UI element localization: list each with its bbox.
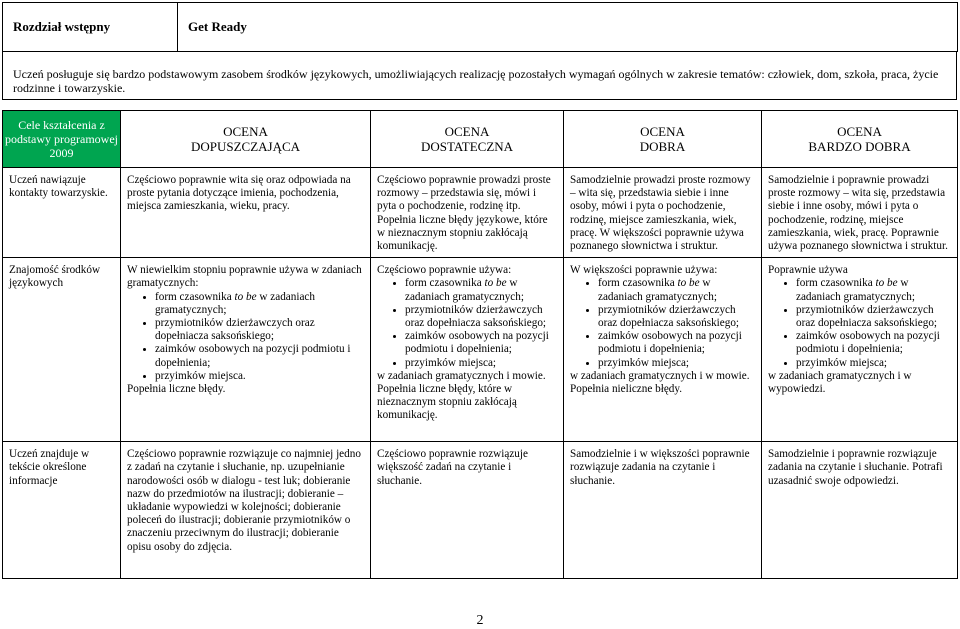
grade-header-dopuszczajaca: OCENA DOPUSZCZAJĄCA (121, 111, 371, 168)
goal-cell: Uczeń nawiązuje kontakty towarzyskie. (3, 168, 121, 258)
list-item: • przyimków miejsca. (155, 370, 365, 383)
list-item: • zaimków osobowych na pozycji podmiotu i dopełnienia; (155, 343, 365, 369)
grading-header-row (3, 111, 958, 168)
list-item: • zaimków osobowych na pozycji podmiotu i dopełnienia; (598, 330, 756, 356)
list-item: • zaimków osobowych na pozycji podmiotu i dopełnienia; (405, 330, 558, 356)
intro-text: Uczeń posługuje się bardzo podstawowym zasobem środków językowych, umożliwiających realizację pozostałych wymagań ogólnych w zakresie tematów: człowiek, dom, szkoła, praca, życie rodzinne i towarzyskie. (3, 52, 957, 100)
goal-cell: Uczeń znajduje w tekście określone informacje (3, 442, 121, 579)
list-item: • zaimków osobowych na pozycji podmiotu i dopełnienia; (796, 330, 952, 356)
page-number: 2 (476, 613, 484, 628)
list-item: • przymiotników dzierżawczych oraz dopełniacza saksońskiego; (405, 304, 558, 330)
list-item: • form czasownika to be w zadaniach gramatycznych; (155, 291, 365, 317)
grade-header-dostateczna: OCENA DOSTATECZNA (371, 111, 564, 168)
criteria-cell: Częściowo poprawnie rozwiązuje co najmniej jedno z zadań na czytanie i słuchanie, np. uzupełnianie narodowości osób w dialogu - test luk; dobieranie nazw do przedmiotów na ilustracji; dobieranie – układanie wypowiedzi w kolejności; dobieranie poleceń do ilustracji; dobieranie przymiotników o znaczeniu przeciwnym do ilustracji; dobieranie opisu osoby do zdjęcia. (121, 442, 371, 579)
criteria-cell: W niewielkim stopniu poprawnie używa w zdaniach gramatycznych: • form czasownika to be w zadaniach gramatycznych; • przymiotników dzierżawczych oraz dopełniacza saksońskiego; • zaimków osobowych na pozycji podmiotu i dopełnienia; • przyimków miejsca. Popełnia liczne błędy. (121, 258, 371, 442)
list-item: • przyimków miejsca; (796, 357, 952, 370)
goals-column-header: Cele kształcenia z podstawy programowej 2009 (3, 111, 121, 168)
criteria-cell: Samodzielnie i poprawnie prowadzi proste rozmowy – wita się, przedstawia siebie i inne osoby, mówi i pyta o pochodzenie, rodzinę, miejsce zamieszkania, wiek, pracę. Poprawnie używa poznanego słownictwa i struktur. (762, 168, 958, 258)
section-title: Rozdział wstępny (3, 3, 178, 52)
criteria-cell: Poprawnie używa • form czasownika to be w zadaniach gramatycznych; • przymiotników dzierżawczych oraz dopełniacza saksońskiego; • zaimków osobowych na pozycji podmiotu i dopełnienia; • przyimków miejsca; w zadaniach gramatycznych i w wypowiedzi. (762, 258, 958, 442)
table-row (3, 168, 958, 258)
criteria-cell: Częściowo poprawnie rozwiązuje większość zadań na czytanie i słuchanie. (371, 442, 564, 579)
criteria-cell: Samodzielnie i poprawnie rozwiązuje zadania na czytanie i słuchanie. Potrafi uzasadnić swoje odpowiedzi. (762, 442, 958, 579)
unit-title: Get Ready (178, 3, 958, 52)
table-row (3, 442, 958, 579)
list-item: • przyimków miejsca; (405, 357, 558, 370)
list-item: • przymiotników dzierżawczych oraz dopełniacza saksońskiego; (796, 304, 952, 330)
goal-cell: Znajomość środków językowych (3, 258, 121, 442)
list-item: • form czasownika to be w zadaniach gramatycznych; (598, 277, 756, 303)
list-item: • form czasownika to be w zadaniach gramatycznych; (796, 277, 952, 303)
intro-table (2, 52, 957, 100)
criteria-cell: Samodzielnie i w większości poprawnie rozwiązuje zadania na czytanie i słuchanie. (564, 442, 762, 579)
header-table (2, 2, 958, 52)
criteria-cell: Częściowo poprawnie prowadzi proste rozmowy – przedstawia się, mówi i pyta o pochodzenie, rodzinę itp. Popełnia liczne błędy językowe, które w nieznacznym stopniu zakłócają komunikację. (371, 168, 564, 258)
list-item: • przymiotników dzierżawczych oraz dopełniacza saksońskiego; (598, 304, 756, 330)
criteria-cell: Samodzielnie prowadzi proste rozmowy – wita się, przedstawia siebie i inne osoby, mówi i pyta o pochodzenie, rodzinę, miejsce zamieszkania, wiek, pracę. W większości poprawnie używa poznanego słownictwa i struktur. (564, 168, 762, 258)
list-item: • przyimków miejsca; (598, 357, 756, 370)
list-item: • form czasownika to be w zadaniach gramatycznych; (405, 277, 558, 303)
table-row (3, 258, 958, 442)
grade-header-bardzo-dobra: OCENA BARDZO DOBRA (762, 111, 958, 168)
grade-header-dobra: OCENA DOBRA (564, 111, 762, 168)
grading-table (2, 110, 958, 579)
criteria-cell: Częściowo poprawnie wita się oraz odpowiada na proste pytania dotyczące imienia, pochodzenia, miejsca zamieszkania, wieku, pracy. (121, 168, 371, 258)
list-item: • przymiotników dzierżawczych oraz dopełniacza saksońskiego; (155, 317, 365, 343)
criteria-cell: W większości poprawnie używa: • form czasownika to be w zadaniach gramatycznych; • przymiotników dzierżawczych oraz dopełniacza saksońskiego; • zaimków osobowych na pozycji podmiotu i dopełnienia; • przyimków miejsca; w zadaniach gramatycznych i w mowie. Popełnia nieliczne błędy. (564, 258, 762, 442)
criteria-cell: Częściowo poprawnie używa: • form czasownika to be w zadaniach gramatycznych; • przymiotników dzierżawczych oraz dopełniacza saksońskiego; • zaimków osobowych na pozycji podmiotu i dopełnienia; • przyimków miejsca; w zadaniach gramatycznych i mowie. Popełnia liczne błędy, które w nieznacznym stopniu zakłócają komunikację. (371, 258, 564, 442)
